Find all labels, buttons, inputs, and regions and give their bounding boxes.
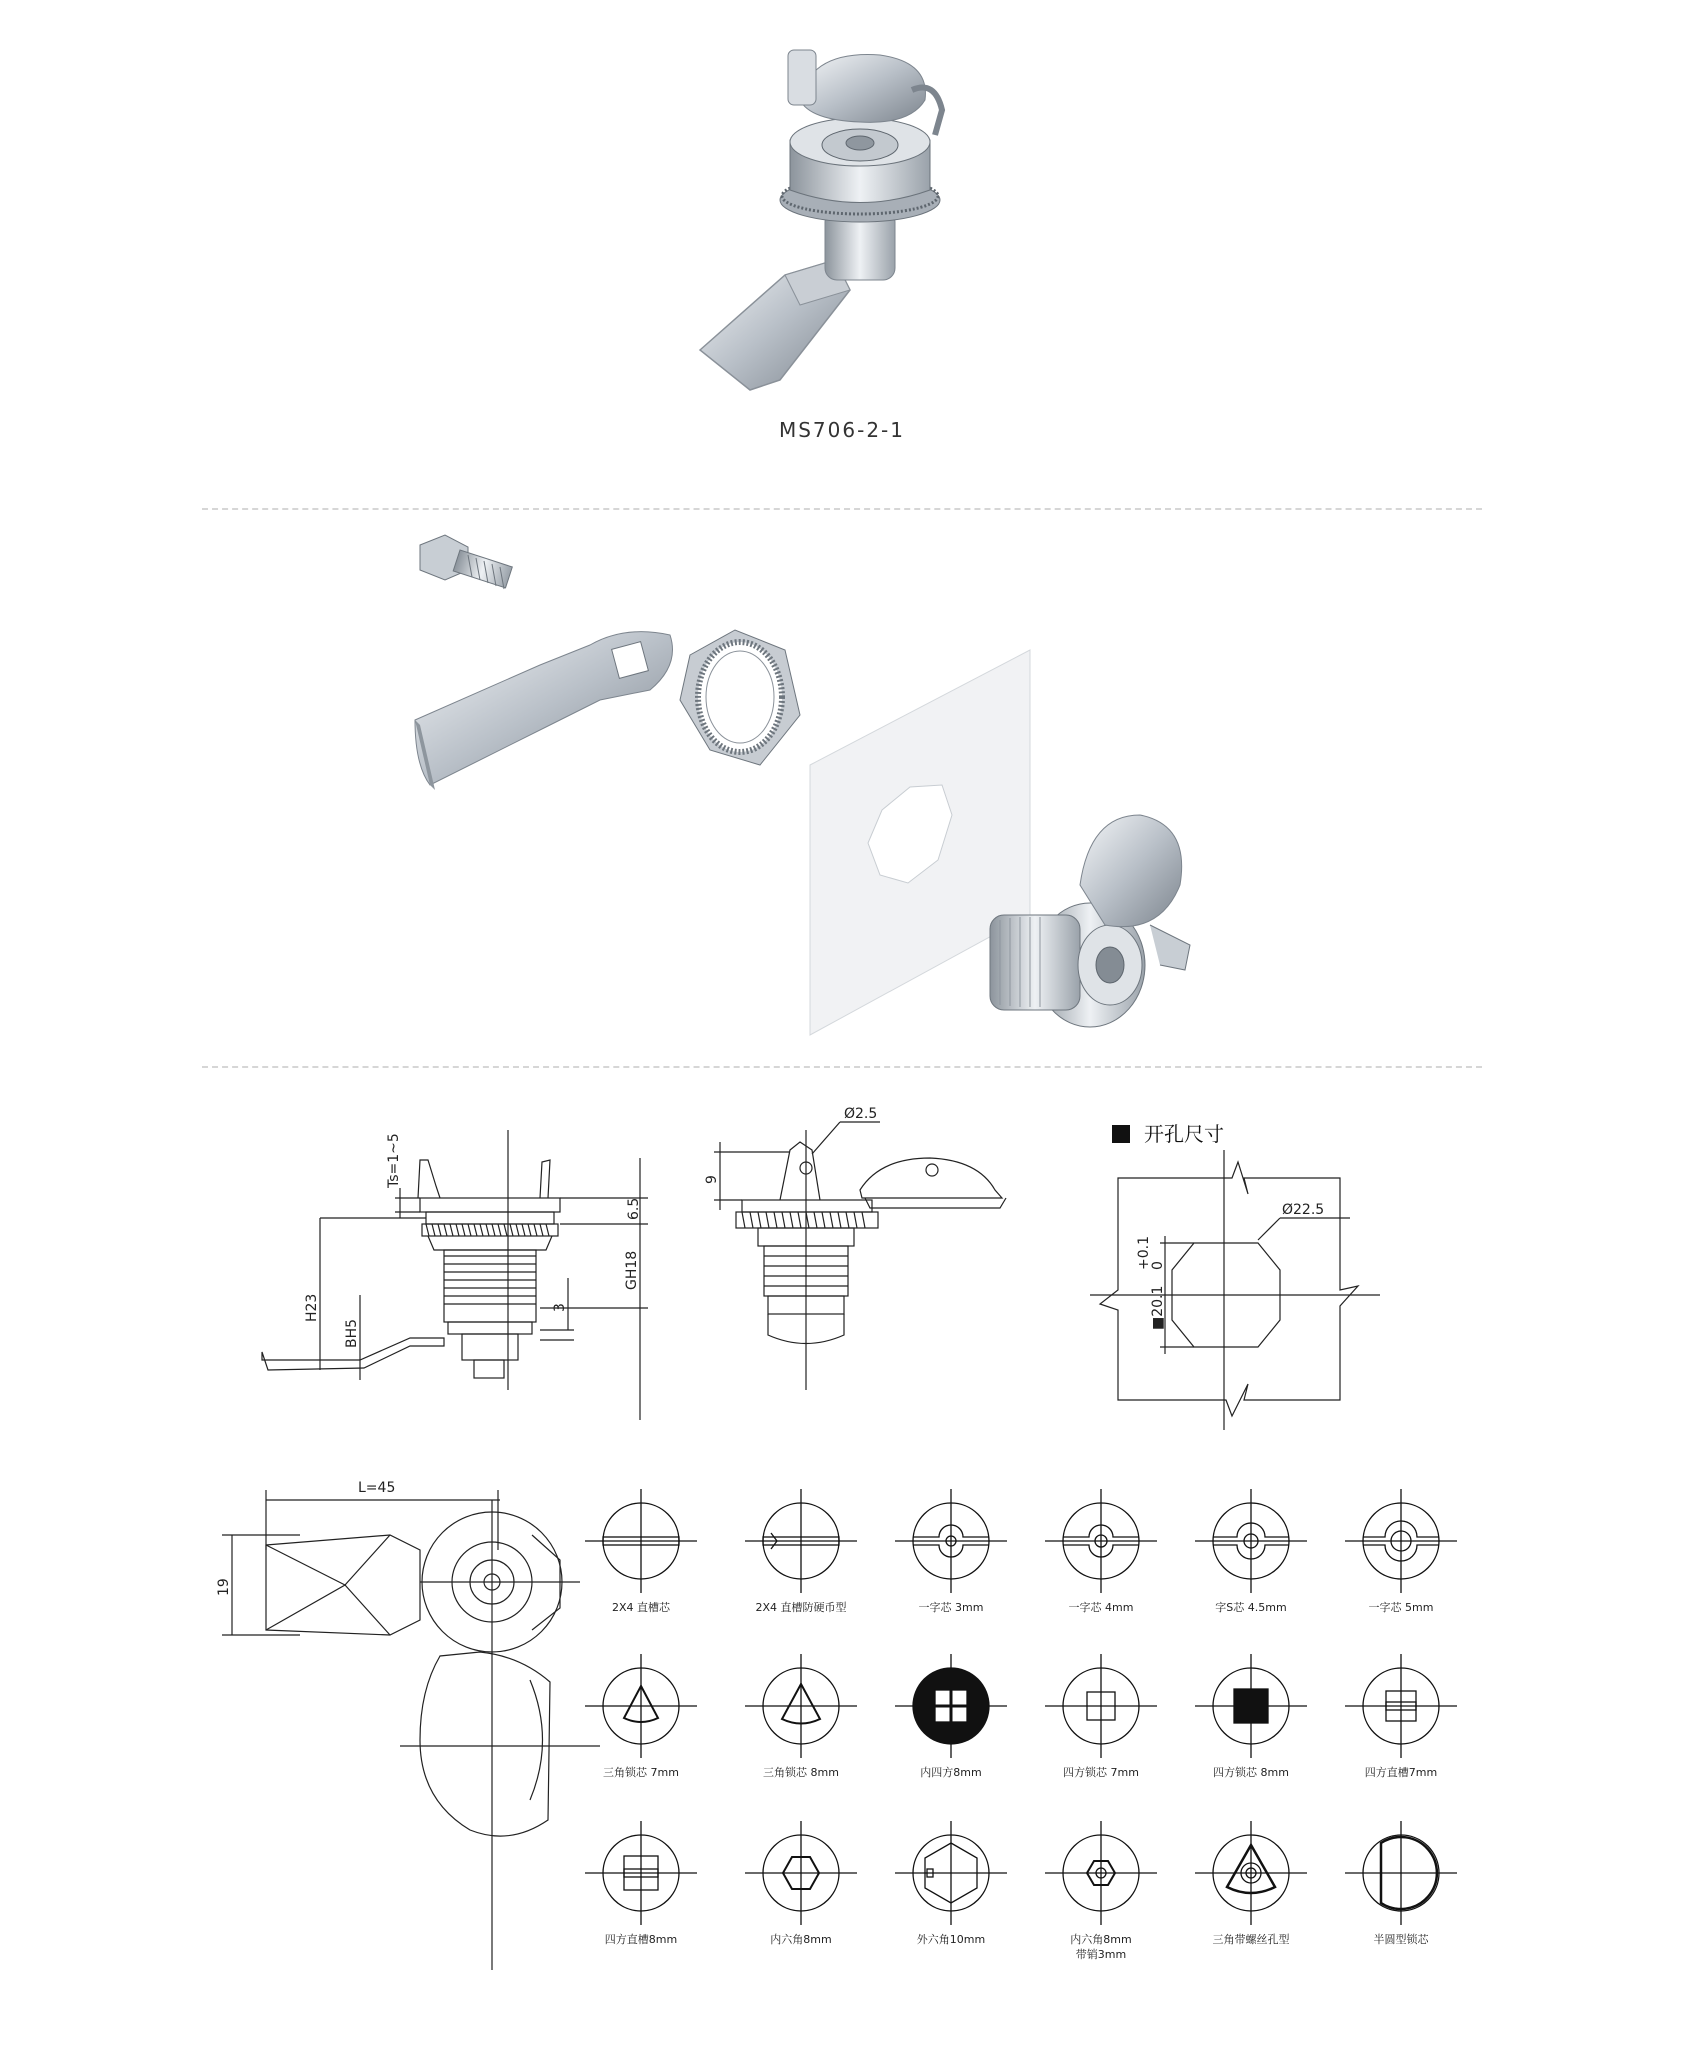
- core-label: 2X4 直槽防硬币型: [755, 1601, 847, 1614]
- side-view: [714, 1122, 1006, 1390]
- cutout-drawing: [1090, 1150, 1380, 1430]
- core-bar-5: [1326, 1486, 1476, 1615]
- dim-d2-5: Ø2.5: [844, 1106, 878, 1122]
- core-label: 四方直槽7mm: [1364, 1766, 1438, 1779]
- section-divider-bottom: [202, 1066, 1482, 1068]
- dim-cutout-tol-lower: 0: [1150, 1261, 1166, 1270]
- core-inner-hex: [726, 1818, 876, 1947]
- outer-hex-icon: [891, 1818, 1011, 1928]
- cutout-title: [1112, 1118, 1224, 1147]
- core-label: 四方锁芯 7mm: [1063, 1766, 1139, 1779]
- core-label: 内四方8mm: [920, 1766, 982, 1779]
- core-square-slot-8: [566, 1818, 716, 1947]
- slot-core-icon: [581, 1486, 701, 1596]
- core-half-round: [1326, 1818, 1476, 1947]
- dim-6-5: 6.5: [626, 1197, 642, 1220]
- core-square-8: [1176, 1651, 1326, 1780]
- inner-square-icon: [891, 1651, 1011, 1761]
- core-bar-3: [876, 1486, 1026, 1615]
- core-label: 三角带螺丝孔型: [1212, 1933, 1290, 1946]
- dim-3: 3: [552, 1303, 568, 1312]
- dim-ts: Ts=1~5: [386, 1133, 402, 1188]
- dim-cutout-diameter: Ø22.5: [1282, 1202, 1325, 1218]
- dim-length: L=45: [358, 1480, 396, 1496]
- core-bar-4: [1026, 1486, 1176, 1615]
- core-s-4-5: [1176, 1486, 1326, 1615]
- core-triangle-screw: [1176, 1818, 1326, 1947]
- slot-anti-coin-icon: [741, 1486, 861, 1596]
- triangle-core-7-icon: [581, 1651, 701, 1761]
- bar-core-3-icon: [891, 1486, 1011, 1596]
- core-label: 外六角10mm: [916, 1933, 986, 1946]
- square-bullet-icon: [1112, 1125, 1130, 1143]
- core-slot-anti-coin: [726, 1486, 876, 1615]
- core-label: 内六角8mm: [770, 1933, 832, 1946]
- dim-cutout-tol-upper: +0.1: [1136, 1236, 1152, 1270]
- core-inner-square: [876, 1651, 1026, 1780]
- product-model-caption: MS706-2-1: [778, 418, 905, 442]
- triangle-core-8-icon: [741, 1651, 861, 1761]
- dim-cutout-square: ■20.1: [1150, 1285, 1166, 1330]
- core-outer-hex: [876, 1818, 1026, 1947]
- square-core-7-icon: [1041, 1651, 1161, 1761]
- s-core-icon: [1191, 1486, 1311, 1596]
- core-square-7: [1026, 1651, 1176, 1780]
- core-label: 三角锁芯 7mm: [603, 1766, 679, 1779]
- cutout-title-text: 开孔尺寸: [1144, 1122, 1224, 1146]
- core-slot: [566, 1486, 716, 1615]
- core-inner-hex-pin: [1026, 1818, 1176, 1962]
- square-slot-8-icon: [581, 1818, 701, 1928]
- cam-part: [415, 632, 673, 790]
- inner-hex-icon: [741, 1818, 861, 1928]
- top-view: [222, 1490, 600, 1970]
- front-view: [262, 1130, 648, 1420]
- dim-9: 9: [704, 1175, 720, 1184]
- dim-width: 19: [216, 1578, 232, 1596]
- core-triangle-7: [566, 1651, 716, 1780]
- dim-h23: H23: [304, 1293, 320, 1322]
- bar-core-5-icon: [1341, 1486, 1461, 1596]
- square-core-8-icon: [1191, 1651, 1311, 1761]
- core-label: 2X4 直槽芯: [611, 1601, 671, 1614]
- bar-core-4-icon: [1041, 1486, 1161, 1596]
- bolt-part: [420, 535, 512, 589]
- core-label: 四方直槽8mm: [604, 1933, 678, 1946]
- core-label: 四方锁芯 8mm: [1213, 1766, 1289, 1779]
- inner-hex-pin-icon: [1041, 1818, 1161, 1928]
- core-label: 一字芯 5mm: [1368, 1601, 1434, 1614]
- core-label: 内六角8mm 带销3mm: [1070, 1933, 1132, 1961]
- core-label: 一字芯 4mm: [1068, 1601, 1134, 1614]
- dim-gh18: GH18: [624, 1250, 640, 1290]
- triangle-screw-icon: [1191, 1818, 1311, 1928]
- hex-nut-part: [680, 630, 800, 765]
- core-square-slot-7: [1326, 1651, 1476, 1780]
- section-divider-top: [202, 508, 1482, 510]
- square-slot-7-icon: [1341, 1651, 1461, 1761]
- core-label: 一字芯 3mm: [918, 1601, 984, 1614]
- core-label: 字S芯 4.5mm: [1215, 1601, 1287, 1614]
- core-triangle-8: [726, 1651, 876, 1780]
- core-label: 三角锁芯 8mm: [763, 1766, 839, 1779]
- product-photo: [680, 30, 1000, 400]
- dim-bh5: BH5: [344, 1318, 360, 1348]
- core-label: 半圆型锁芯: [1373, 1933, 1429, 1946]
- exploded-view: [390, 525, 1250, 1045]
- half-round-icon: [1341, 1818, 1461, 1928]
